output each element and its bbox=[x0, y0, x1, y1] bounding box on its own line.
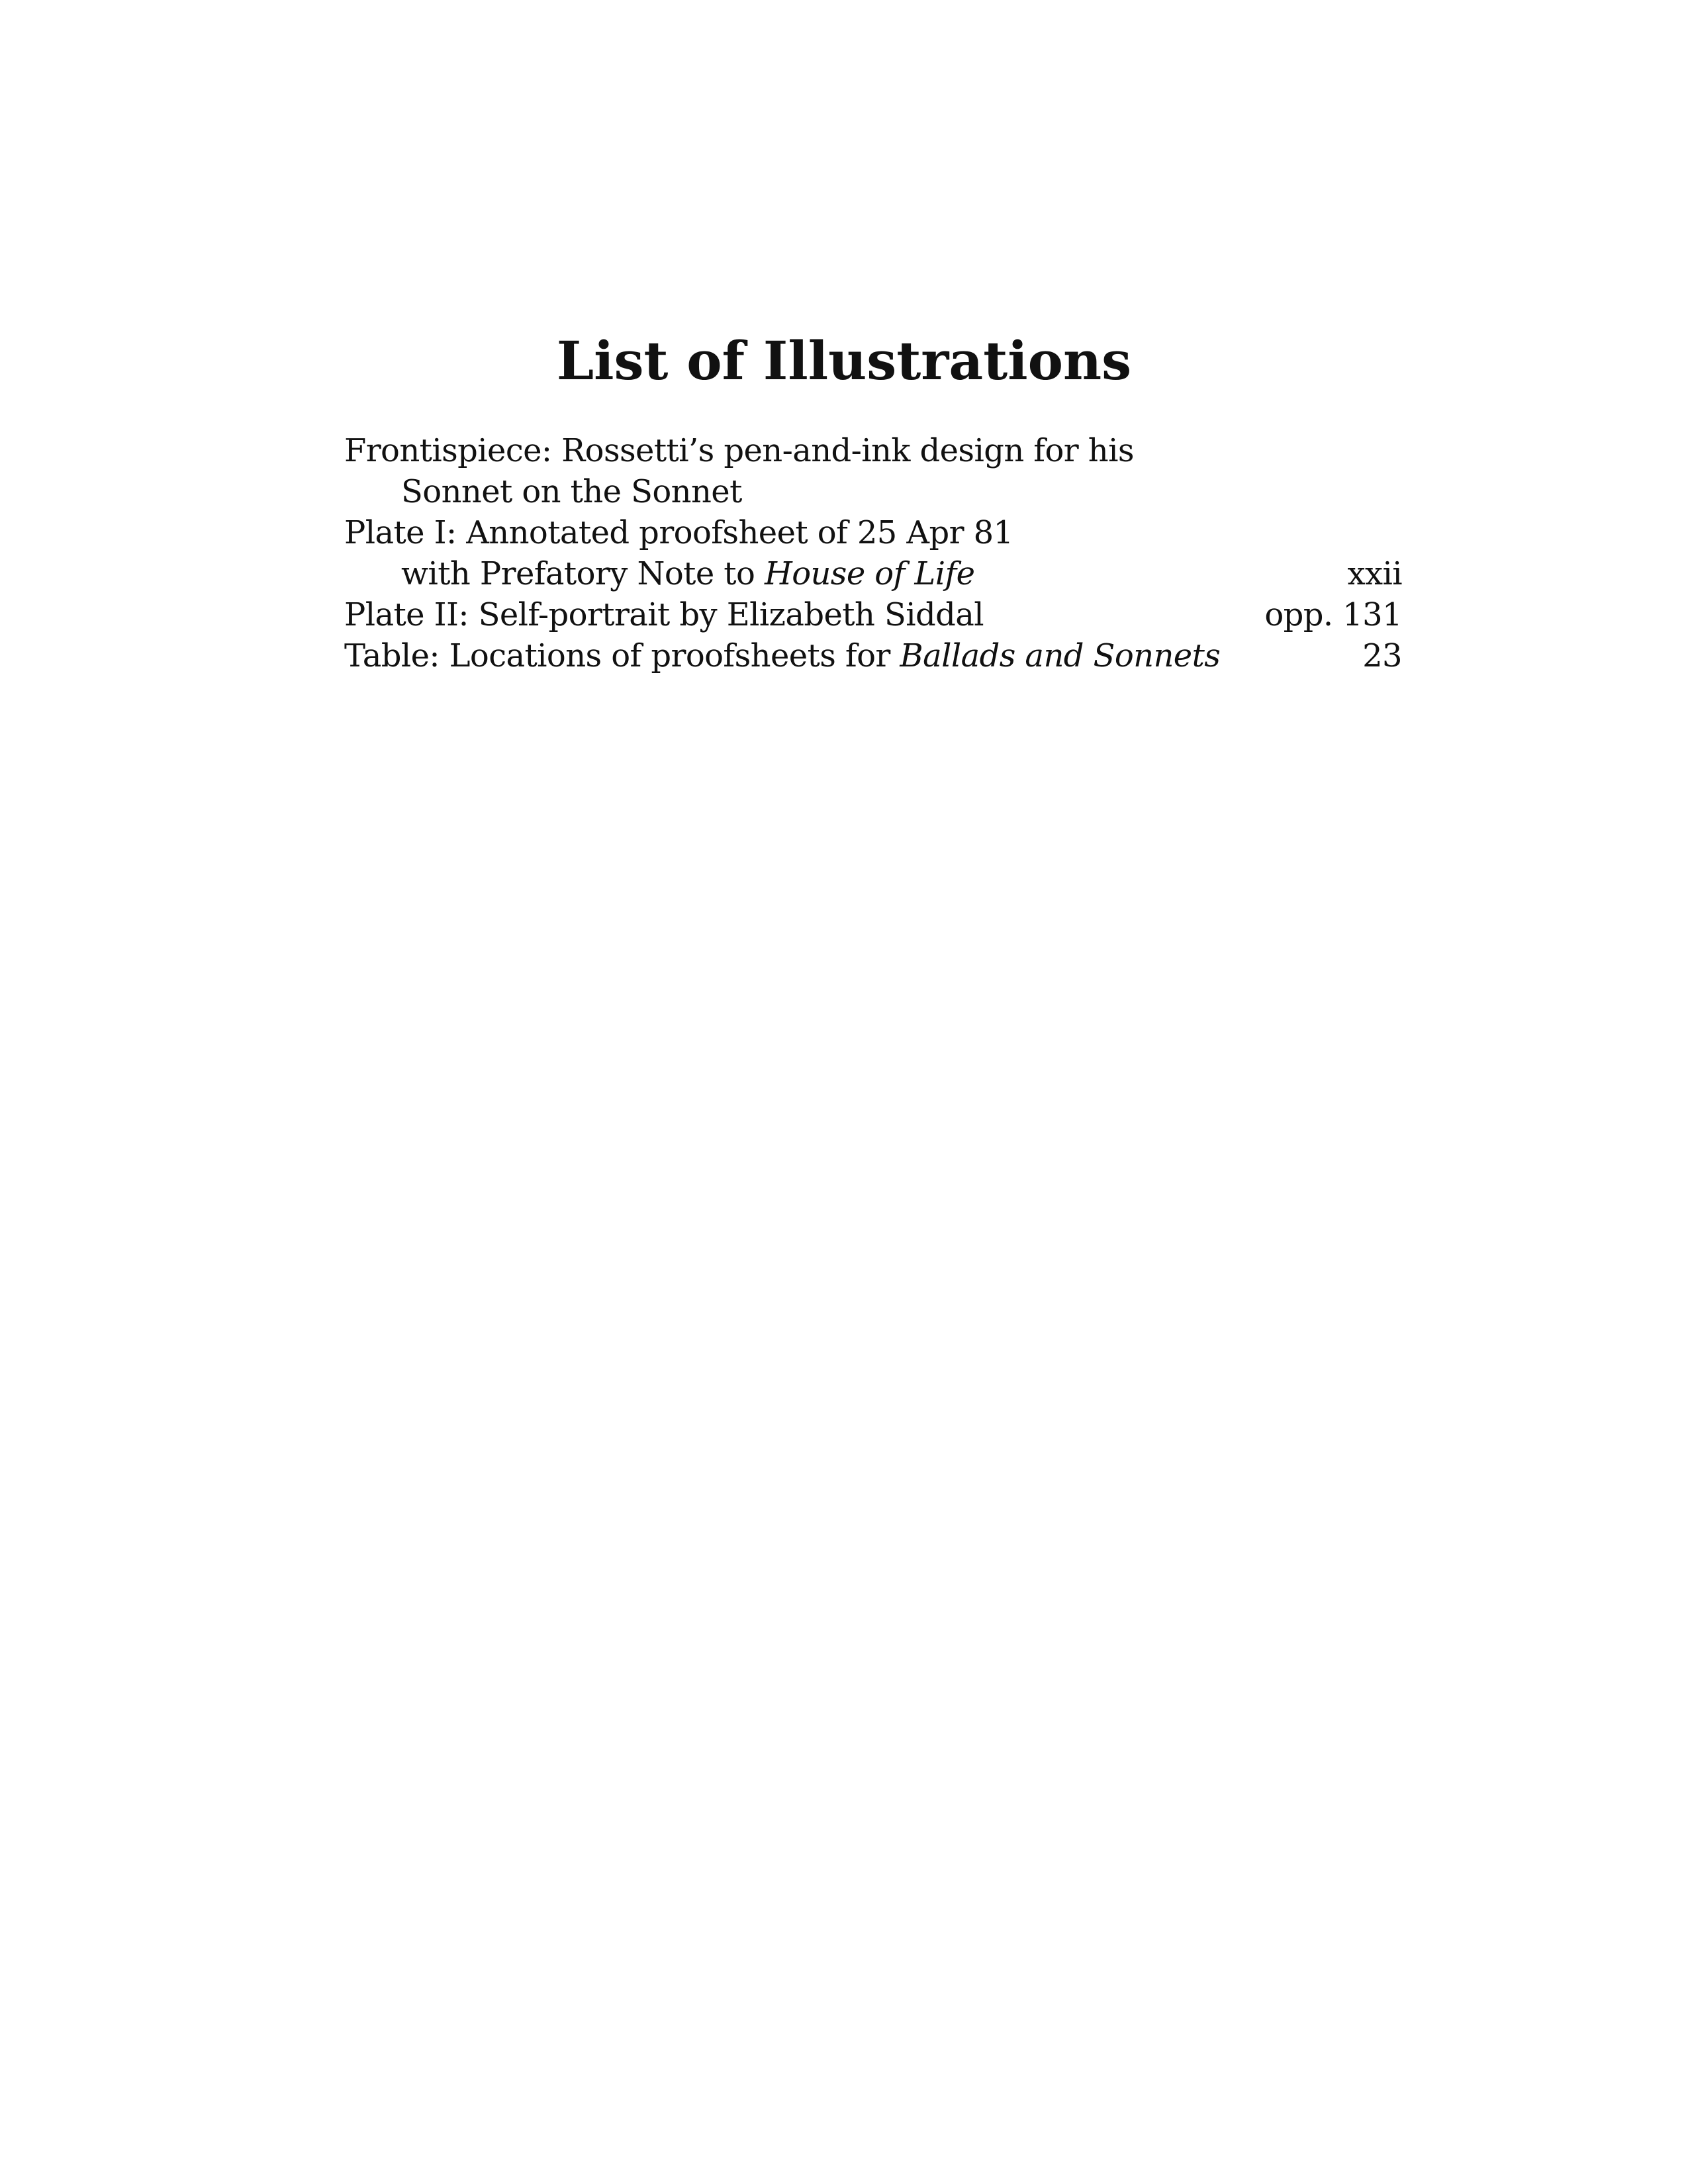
entry-caption-continued: Sonnet on the Sonnet bbox=[401, 473, 742, 510]
caption-prefix: Table: Locations of proofsheets for bbox=[344, 637, 900, 674]
entry-line-continued bbox=[344, 553, 1402, 594]
entry-page-ref: xxii bbox=[1347, 555, 1402, 592]
list-entry-table bbox=[344, 635, 1402, 676]
entry-page-ref: 23 bbox=[1362, 637, 1402, 674]
entry-line bbox=[344, 430, 1402, 471]
entry-caption-continued bbox=[344, 553, 974, 594]
entry-line-continued bbox=[344, 471, 1402, 512]
caption-italic-title: House of Life bbox=[764, 555, 975, 592]
page-title: List of Illustrations bbox=[556, 330, 1132, 392]
illustrations-list bbox=[344, 430, 1402, 676]
entry-caption: Plate II: Self-portrait by Elizabeth Siddal bbox=[344, 596, 984, 633]
entry-page-ref: opp. 131 bbox=[1264, 596, 1402, 633]
entry-caption bbox=[344, 635, 1220, 676]
caption-italic-title: Ballads and Sonnets bbox=[900, 637, 1221, 674]
list-entry-plate-i bbox=[344, 512, 1402, 594]
entry-line bbox=[344, 512, 1402, 553]
entry-caption: Frontispiece: Rossetti’s pen-and-ink design for his bbox=[344, 432, 1134, 469]
entry-line bbox=[344, 594, 1402, 635]
caption-prefix: with Prefatory Note to bbox=[401, 555, 765, 592]
list-entry-plate-ii bbox=[344, 594, 1402, 635]
entry-caption: Plate I: Annotated proofsheet of 25 Apr 81 bbox=[344, 514, 1013, 551]
entry-line bbox=[344, 635, 1402, 676]
list-entry-frontispiece bbox=[344, 430, 1402, 512]
